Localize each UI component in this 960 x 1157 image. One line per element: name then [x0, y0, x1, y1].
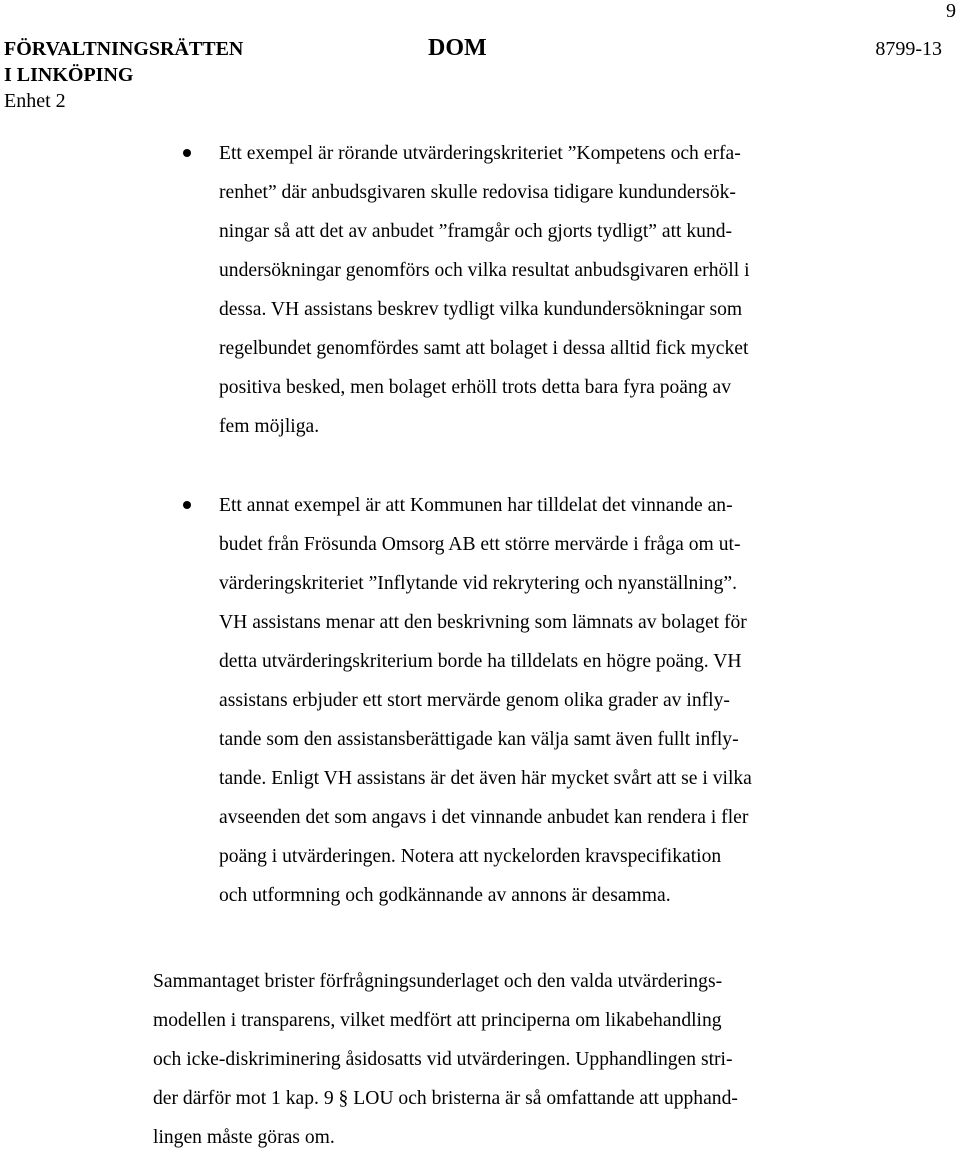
text-line: assistans erbjuder ett stort mervärde genom olika grader av infly-	[219, 690, 730, 711]
court-name-line2: I LINKÖPING	[4, 64, 134, 86]
text-line: och utformning och godkännande av annons är desamma.	[219, 885, 671, 906]
text-line: Ett annat exempel är att Kommunen har tilldelat det vinnande an-	[219, 495, 733, 516]
conclusion-paragraph	[153, 962, 853, 1157]
text-line: tande som den assistansberättigade kan välja samt även fullt infly-	[219, 729, 739, 750]
text-line: avseenden det som angavs i det vinnande anbudet kan rendera i fler	[219, 807, 749, 828]
document-type: DOM	[428, 35, 487, 61]
text-line: modellen i transparens, vilket medfört att principerna om likabehandling	[153, 1010, 722, 1031]
text-line: dessa. VH assistans beskrev tydligt vilka kundundersökningar som	[219, 299, 743, 320]
text-line: fem möjliga.	[219, 416, 320, 437]
text-line: budet från Frösunda Omsorg AB ett större mervärde i fråga om ut-	[219, 534, 741, 555]
court-name-line1: FÖRVALTNINGSRÄTTEN	[4, 38, 244, 60]
text-line: lingen måste göras om.	[153, 1127, 335, 1148]
argument-item	[219, 134, 859, 446]
argument-list	[219, 134, 859, 955]
text-line: Sammantaget brister förfrågningsunderlaget och den valda utvärderings-	[153, 971, 723, 992]
bullet-icon	[183, 149, 191, 157]
text-line: och icke-diskriminering åsidosatts vid utvärderingen. Upphandlingen stri-	[153, 1049, 733, 1070]
text-line: tande. Enligt VH assistans är det även här mycket svårt att se i vilka	[219, 768, 752, 789]
case-number: 8799-13	[875, 38, 942, 60]
text-line: renhet” där anbudsgivaren skulle redovisa tidigare kundundersök-	[219, 182, 736, 203]
bullet-icon	[183, 501, 191, 509]
page-number: 9	[946, 0, 956, 22]
text-line: VH assistans menar att den beskrivning som lämnats av bolaget för	[219, 612, 747, 633]
text-line: värderingskriteriet ”Inflytande vid rekrytering och nyanställning”.	[219, 573, 737, 594]
text-line: der därför mot 1 kap. 9 § LOU och bristerna är så omfattande att upphand-	[153, 1088, 738, 1109]
text-line: regelbundet genomfördes samt att bolaget i dessa alltid fick mycket	[219, 338, 749, 359]
text-line: undersökningar genomförs och vilka resultat anbudsgivaren erhöll i	[219, 260, 750, 281]
court-header	[4, 36, 243, 114]
text-line: poäng i utvärderingen. Notera att nyckelorden kravspecifikation	[219, 846, 722, 867]
court-unit: Enhet 2	[4, 90, 66, 112]
text-line: detta utvärderingskriterium borde ha tilldelats en högre poäng. VH	[219, 651, 742, 672]
argument-item	[219, 486, 859, 915]
text-line: Ett exempel är rörande utvärderingskriteriet ”Kompetens och erfa-	[219, 143, 741, 164]
text-line: ningar så att det av anbudet ”framgår och gjorts tydligt” att kund-	[219, 221, 733, 242]
text-line: positiva besked, men bolaget erhöll trots detta bara fyra poäng av	[219, 377, 731, 398]
